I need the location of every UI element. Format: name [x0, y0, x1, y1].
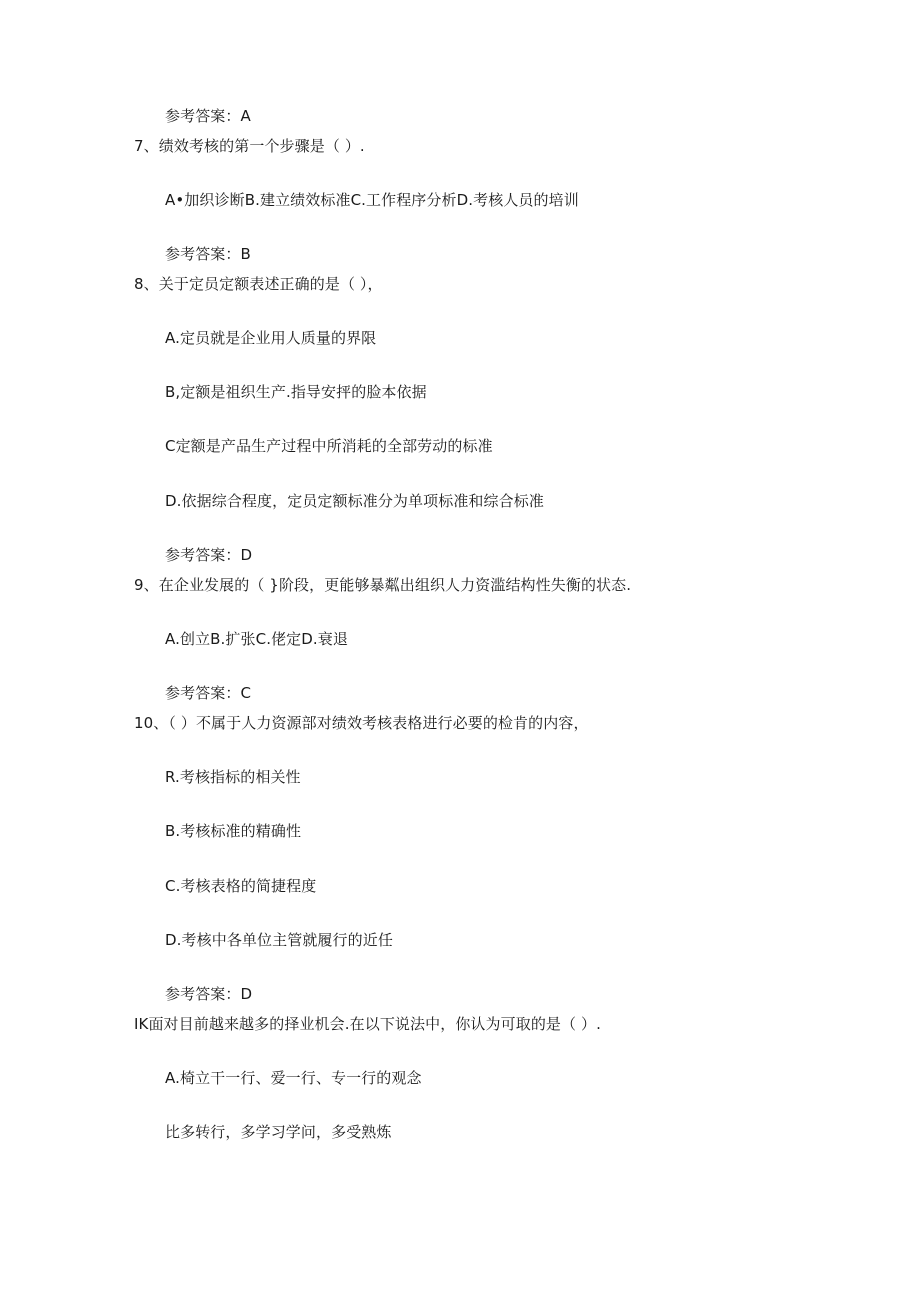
- answer-line: 参考答案：B: [165, 245, 251, 263]
- question-11-option-a: A.椅立干一行、爱一行、专一行的观念: [165, 1069, 422, 1087]
- question-10-option-a: R.考核指标的相关性: [165, 768, 301, 786]
- answer-line: 参考答案：C: [165, 684, 252, 702]
- answer-line: 参考答案：D: [165, 985, 253, 1003]
- answer-line: 参考答案：A: [165, 107, 251, 125]
- answer-line: 参考答案：D: [165, 546, 253, 564]
- question-7: 7、绩效考核的第一个步骤是（ ）.: [134, 137, 365, 155]
- question-8-option-b: B,定额是祖织生产.指导安抨的脸本依据: [165, 383, 427, 401]
- question-8-option-a: A.定员就是企业用人质量的界限: [165, 329, 377, 347]
- question-7-options: A•加织诊断B.建立绩效标准C.工作程序分析D.考核人员的培训: [165, 191, 579, 209]
- question-8: 8、关于定员定额表述正确的是（ ），: [134, 275, 383, 293]
- question-10-option-c: C.考核表格的简捷程度: [165, 877, 317, 895]
- question-11: IK面对目前越来越多的择业机会.在以下说法中，你认为可取的是（ ）.: [134, 1015, 601, 1033]
- question-9: 9、在企业发展的（ }阶段，更能够暴粼出组织人力资滥结构性失衡的状态.: [134, 576, 632, 594]
- question-10-option-b: B.考核标准的精确性: [165, 822, 302, 840]
- question-11-option-b: 比多转行，多学习学问，多受熟炼: [165, 1123, 392, 1141]
- question-10: 10、（ ）不属于人力资源部对绩效考核表格进行必要的检肯的内容，: [134, 714, 589, 732]
- question-9-options: A.创立B.扩张C.佬定D.衰退: [165, 630, 348, 648]
- question-10-option-d: D.考核中各单位主管就履行的近任: [165, 931, 393, 949]
- question-8-option-c: C定额是产品生产过程中所消耗的全部劳动的标准: [165, 437, 493, 455]
- question-8-option-d: D.依据综合程度，定员定额标准分为单项标准和综合标准: [165, 492, 544, 510]
